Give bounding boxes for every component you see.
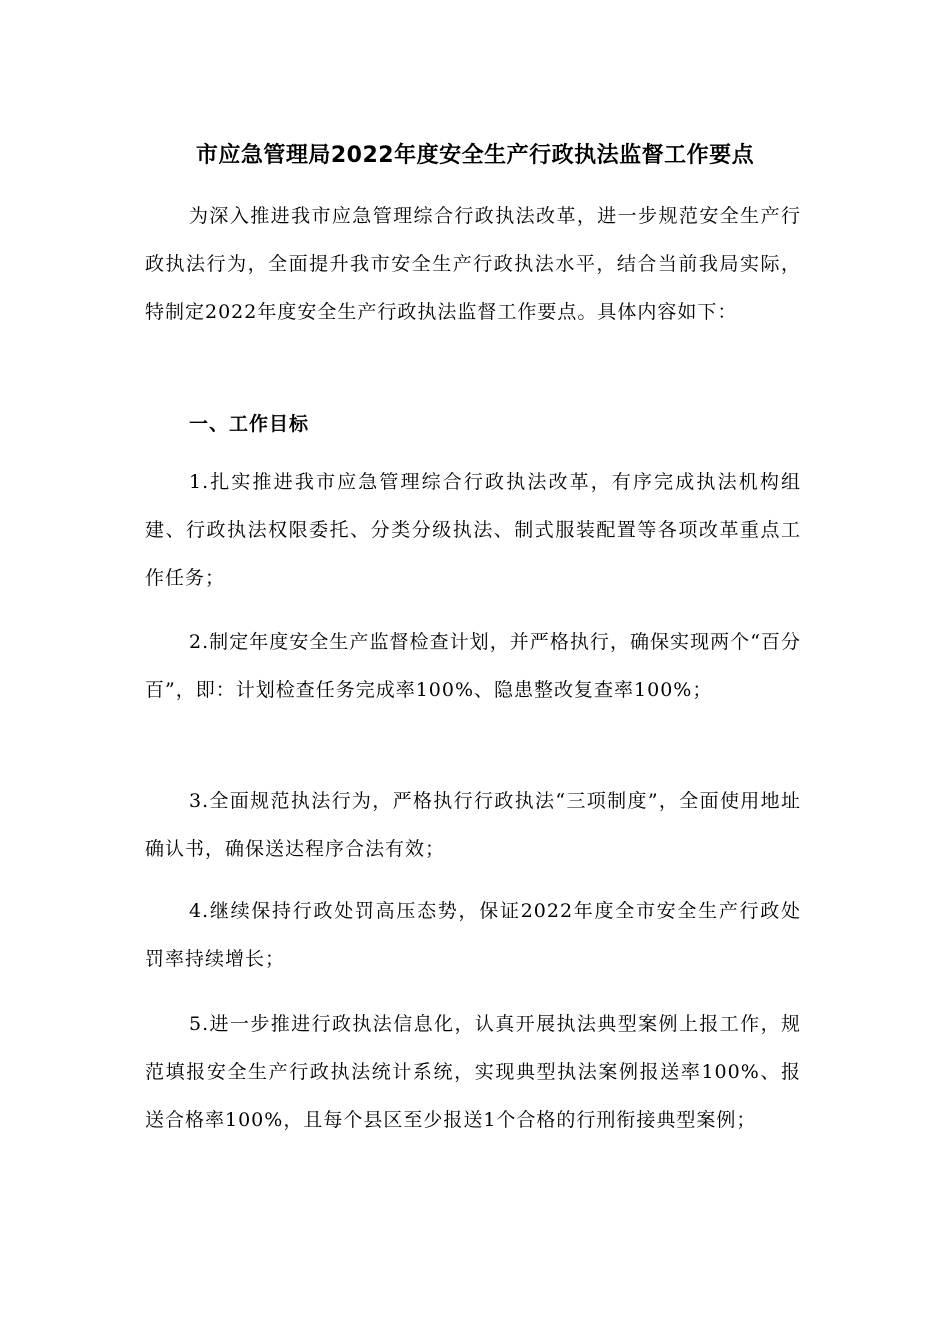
goal-item-4: 4.继续保持行政处罚高压态势，保证2022年度全市安全生产行政处罚率持续增长； [145, 900, 801, 970]
document-title: 市应急管理局2022年度安全生产行政执法监督工作要点 [195, 143, 755, 168]
goal-item-3: 3.全面规范执法行为，严格执行行政执法“三项制度”，全面使用地址确认书，确保送达程序合法有效； [145, 790, 801, 860]
goal-item-1: 1.扎实推进我市应急管理综合行政执法改革，有序完成执法机构组建、行政执法权限委托、分类分级执法、制式服装配置等各项改革重点工作任务； [145, 471, 801, 589]
goal-item-5: 5.进一步推进行政执法信息化，认真开展执法典型案例上报工作，规范填报安全生产行政执法统计系统，实现典型执法案例报送率100%、报送合格率100%，且每个县区至少报送1个合格的行刑衔接典型案例； [145, 1013, 801, 1131]
section-heading-goals: 一、工作目标 [189, 413, 310, 435]
goal-item-2: 2.制定年度安全生产监督检查计划，并严格执行，确保实现两个“百分百”，即：计划检查任务完成率100%、隐患整改复查率100%； [145, 631, 801, 701]
intro-paragraph: 为深入推进我市应急管理综合行政执法改革，进一步规范安全生产行政执法行为，全面提升我市安全生产行政执法水平，结合当前我局实际，特制定2022年度安全生产行政执法监督工作要点。具体内容如下： [145, 205, 801, 323]
